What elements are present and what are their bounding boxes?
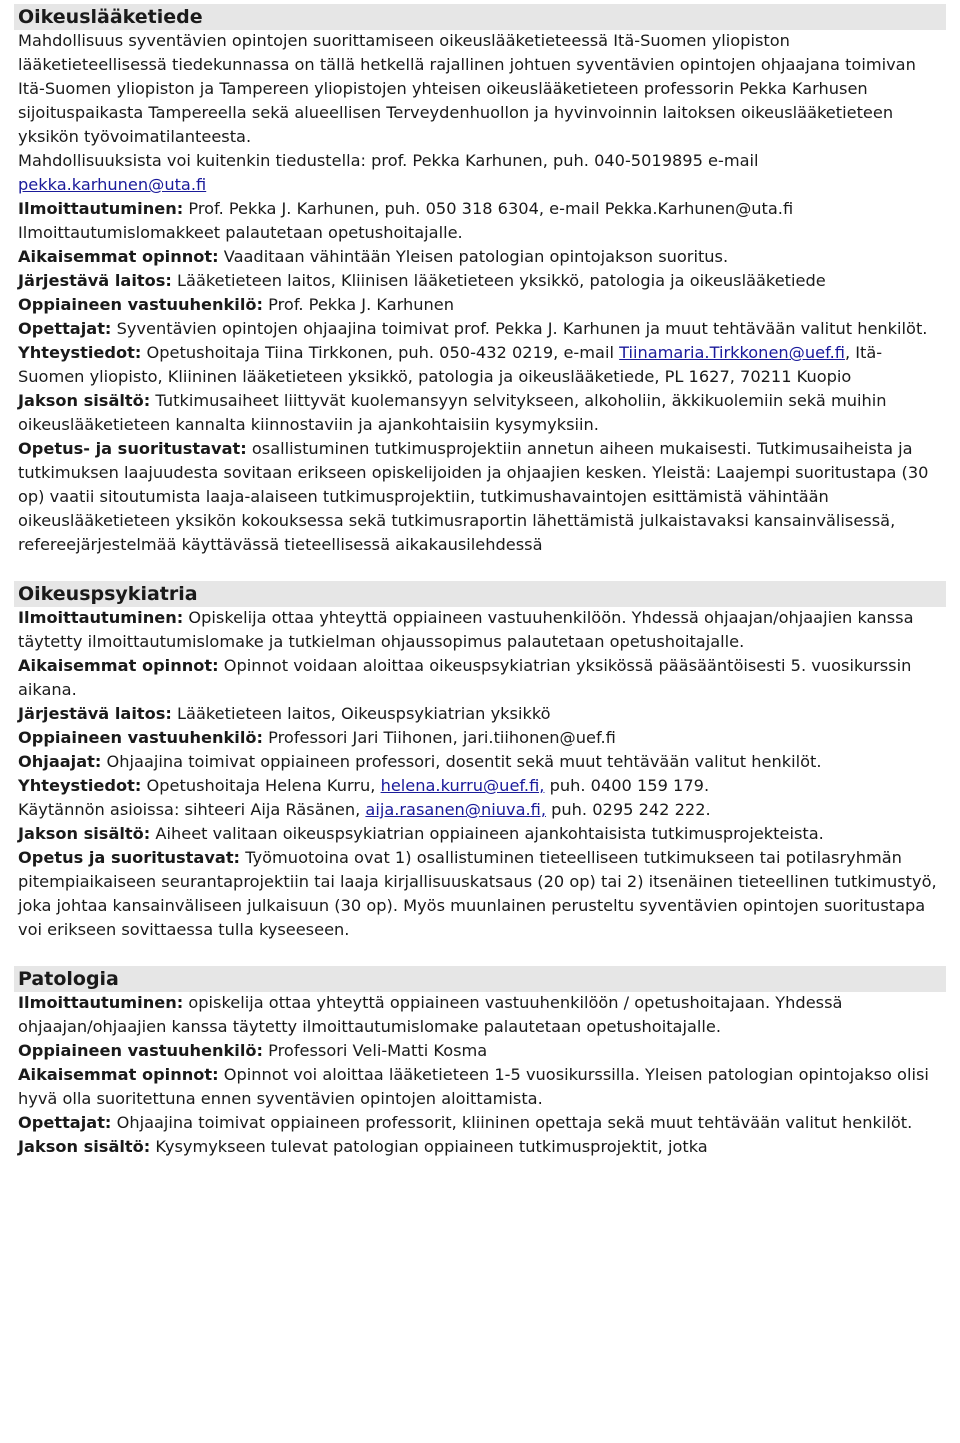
contact-info-field: [18, 774, 942, 798]
prerequisites-field: [18, 1063, 942, 1111]
methods-field: [18, 846, 942, 942]
field-label: Oppiaineen vastuuhenkilö:: [18, 728, 263, 747]
field-label: Aikaisemmat opinnot:: [18, 656, 219, 675]
field-value: Tutkimusaiheet liittyvät kuolemansyyn selvitykseen, alkoholiin, äkkikuolemiin sekä muihin oikeuslääketieteen kannalta kiinnostaviin ja ajankohtaisiin kysymyksiin.: [18, 391, 887, 434]
field-value: Työmuotoina ovat 1) osallistuminen tieteelliseen tutkimukseen tai potilasryhmän pitempiaikaiseen seurantaprojektiin tai laaja kirjallisuuskatsaus (20 op) tai 2) itsenäinen tieteellinen tutkimustyö, joka johtaa kansainväliseen julkaisuun (30 op). Myös muunlainen perusteltu syventävien opintojen suoritustapa voi erikseen sovittaessa tulla kyseeseen.: [18, 848, 937, 939]
methods-field: [18, 437, 942, 557]
practical-matters-field: [18, 798, 942, 822]
field-label: Yhteystiedot:: [18, 776, 142, 795]
field-label: Järjestävä laitos:: [18, 704, 172, 723]
field-value-cont: , Itä-Suomen yliopisto, Kliininen lääketieteen yksikkö, patologia ja oikeuslääketiede, PL 1627, 70211 Kuopio: [18, 343, 883, 386]
field-label: Jakson sisältö:: [18, 1137, 151, 1156]
intro-paragraph: Mahdollisuus syventävien opintojen suorittamiseen oikeuslääketieteessä Itä-Suomen yliopiston lääketieteellisessä tiedekunnassa on tällä hetkellä rajallinen johtuen syventävien opintojen ohjaajana toimivan Itä-Suomen yliopiston ja Tampereen yliopistojen yhteisen oikeuslääketieteen professorin Pekka Karhusen sijoituspaikasta Tampereella sekä alueellisen Terveydenhuollon ja hyvinvoinnin laitoksen oikeuslääketieteen yksikön työvoimatilanteesta.: [18, 31, 916, 146]
field-label: Järjestävä laitos:: [18, 271, 172, 290]
field-label: Jakson sisältö:: [18, 824, 151, 843]
field-label: Ohjaajat:: [18, 752, 102, 771]
field-value: Professori Jari Tiihonen, jari.tiihonen@uef.fi: [268, 728, 616, 747]
field-value: Opetushoitaja Tiina Tirkkonen, puh. 050-432 0219, e-mail: [146, 343, 614, 362]
section-oikeuslaaketiede: [18, 4, 942, 557]
field-label: Opetus- ja suoritustavat:: [18, 439, 247, 458]
field-label: Jakson sisältö:: [18, 391, 151, 410]
field-value: Ohjaajina toimivat oppiaineen professorit, kliininen opettaja sekä muut tehtävään valitut henkilöt.: [116, 1113, 913, 1132]
field-label: Opettajat:: [18, 319, 112, 338]
field-value: Opetushoitaja Helena Kurru,: [146, 776, 376, 795]
section-heading: Oikeuslääketiede: [14, 4, 946, 30]
registration-field: [18, 991, 942, 1039]
field-value: opiskelija ottaa yhteyttä oppiaineen vastuuhenkilöön / opetushoitajaan. Yhdessä ohjaajan/ohjaajien kanssa täytetty ilmoittautumislomake palautetaan opetushoitajalle.: [18, 993, 843, 1036]
responsible-person-field: [18, 293, 942, 317]
supervisors-field: [18, 750, 942, 774]
field-label: Aikaisemmat opinnot:: [18, 247, 219, 266]
content-field: [18, 1135, 942, 1159]
field-value: Prof. Pekka J. Karhunen: [268, 295, 454, 314]
field-value: Käytännön asioissa: sihteeri Aija Räsänen,: [18, 800, 361, 819]
contact-paragraph: [18, 149, 942, 197]
field-label: Opetus ja suoritustavat:: [18, 848, 241, 867]
field-label: Oppiaineen vastuuhenkilö:: [18, 1041, 263, 1060]
email-link[interactable]: aija.rasanen@niuva.fi,: [365, 800, 546, 819]
organizer-field: [18, 702, 942, 726]
field-label: Ilmoittautuminen:: [18, 199, 184, 218]
teachers-field: [18, 1111, 942, 1135]
section-patologia: [18, 966, 942, 1159]
email-link[interactable]: Tiinamaria.Tirkkonen@uef.fi: [619, 343, 845, 362]
field-value: Kysymykseen tulevat patologian oppiaineen tutkimusprojektit, jotka: [155, 1137, 708, 1156]
registration-field: [18, 606, 942, 654]
email-link[interactable]: helena.kurru@uef.fi,: [380, 776, 545, 795]
section-heading: Oikeuspsykiatria: [14, 581, 946, 607]
field-value: Opinnot voi aloittaa lääketieteen 1-5 vuosikurssilla. Yleisen patologian opintojakso olisi hyvä olla suoritettuna ennen syventävien opintojen aloittamista.: [18, 1065, 929, 1108]
field-label: Oppiaineen vastuuhenkilö:: [18, 295, 263, 314]
contact-text: Mahdollisuuksista voi kuitenkin tiedustella: prof. Pekka Karhunen, puh. 040-5019895 e-mail: [18, 151, 759, 170]
field-value: Opiskelija ottaa yhteyttä oppiaineen vastuuhenkilöön. Yhdessä ohjaajan/ohjaajien kanssa täytetty ilmoittautumislomake ja tutkielman ohjaussopimus palautetaan opetushoitajalle.: [18, 608, 914, 651]
section-oikeuspsykiatria: [18, 581, 942, 942]
content-field: [18, 822, 942, 846]
content-field: [18, 389, 942, 437]
field-value: Aiheet valitaan oikeuspsykiatrian oppiaineen ajankohtaisista tutkimusprojekteista.: [155, 824, 824, 843]
section-heading: Patologia: [14, 966, 946, 992]
field-value: Opinnot voidaan aloittaa oikeuspsykiatrian yksikössä pääsääntöisesti 5. vuosikurssin aikana.: [18, 656, 912, 699]
contact-info-field: [18, 341, 942, 389]
organizer-field: [18, 269, 942, 293]
field-value: Prof. Pekka J. Karhunen, puh. 050 318 6304, e-mail Pekka.Karhunen@uta.fi Ilmoittautumislomakkeet palautetaan opetushoitajalle.: [18, 199, 794, 242]
field-value-cont: puh. 0400 159 179.: [549, 776, 710, 795]
field-label: Ilmoittautuminen:: [18, 608, 184, 627]
field-label: Yhteystiedot:: [18, 343, 142, 362]
field-value-cont: puh. 0295 242 222.: [551, 800, 711, 819]
prerequisites-field: [18, 654, 942, 702]
registration-field: [18, 197, 942, 245]
field-label: Ilmoittautuminen:: [18, 993, 184, 1012]
field-label: Aikaisemmat opinnot:: [18, 1065, 219, 1084]
teachers-field: [18, 317, 942, 341]
prerequisites-field: [18, 245, 942, 269]
field-value: Lääketieteen laitos, Kliinisen lääketieteen yksikkö, patologia ja oikeuslääketiede: [177, 271, 826, 290]
field-value: osallistuminen tutkimusprojektiin annetun aiheen mukaisesti. Tutkimusaiheista ja tutkimuksen laajuudesta sovitaan erikseen opiskelijoiden ja ohjaajien kesken. Yleistä: Laajempi suoritustapa (30 op) vaatii sitoutumista laaja-alaiseen tutkimusprojektiin, tutkimushavaintojen esittämistä vähintään oikeuslääketieteen yksikön kokouksessa sekä tutkimusraportin lähettämistä julkaistavaksi kansainvälisessä, refereejärjestelmää käyttävässä tieteellisessä aikakausilehdessä: [18, 439, 929, 554]
field-value: Professori Veli-Matti Kosma: [268, 1041, 488, 1060]
field-value: Lääketieteen laitos, Oikeuspsykiatrian yksikkö: [177, 704, 551, 723]
email-link[interactable]: pekka.karhunen@uta.fi: [18, 175, 207, 194]
responsible-person-field: [18, 1039, 942, 1063]
field-value: Ohjaajina toimivat oppiaineen professori, dosentit sekä muut tehtävään valitut henkilöt.: [106, 752, 822, 771]
responsible-person-field: [18, 726, 942, 750]
field-value: Syventävien opintojen ohjaajina toimivat prof. Pekka J. Karhunen ja muut tehtävään valitut henkilöt.: [116, 319, 928, 338]
field-label: Opettajat:: [18, 1113, 112, 1132]
field-value: Vaaditaan vähintään Yleisen patologian opintojakson suoritus.: [223, 247, 729, 266]
